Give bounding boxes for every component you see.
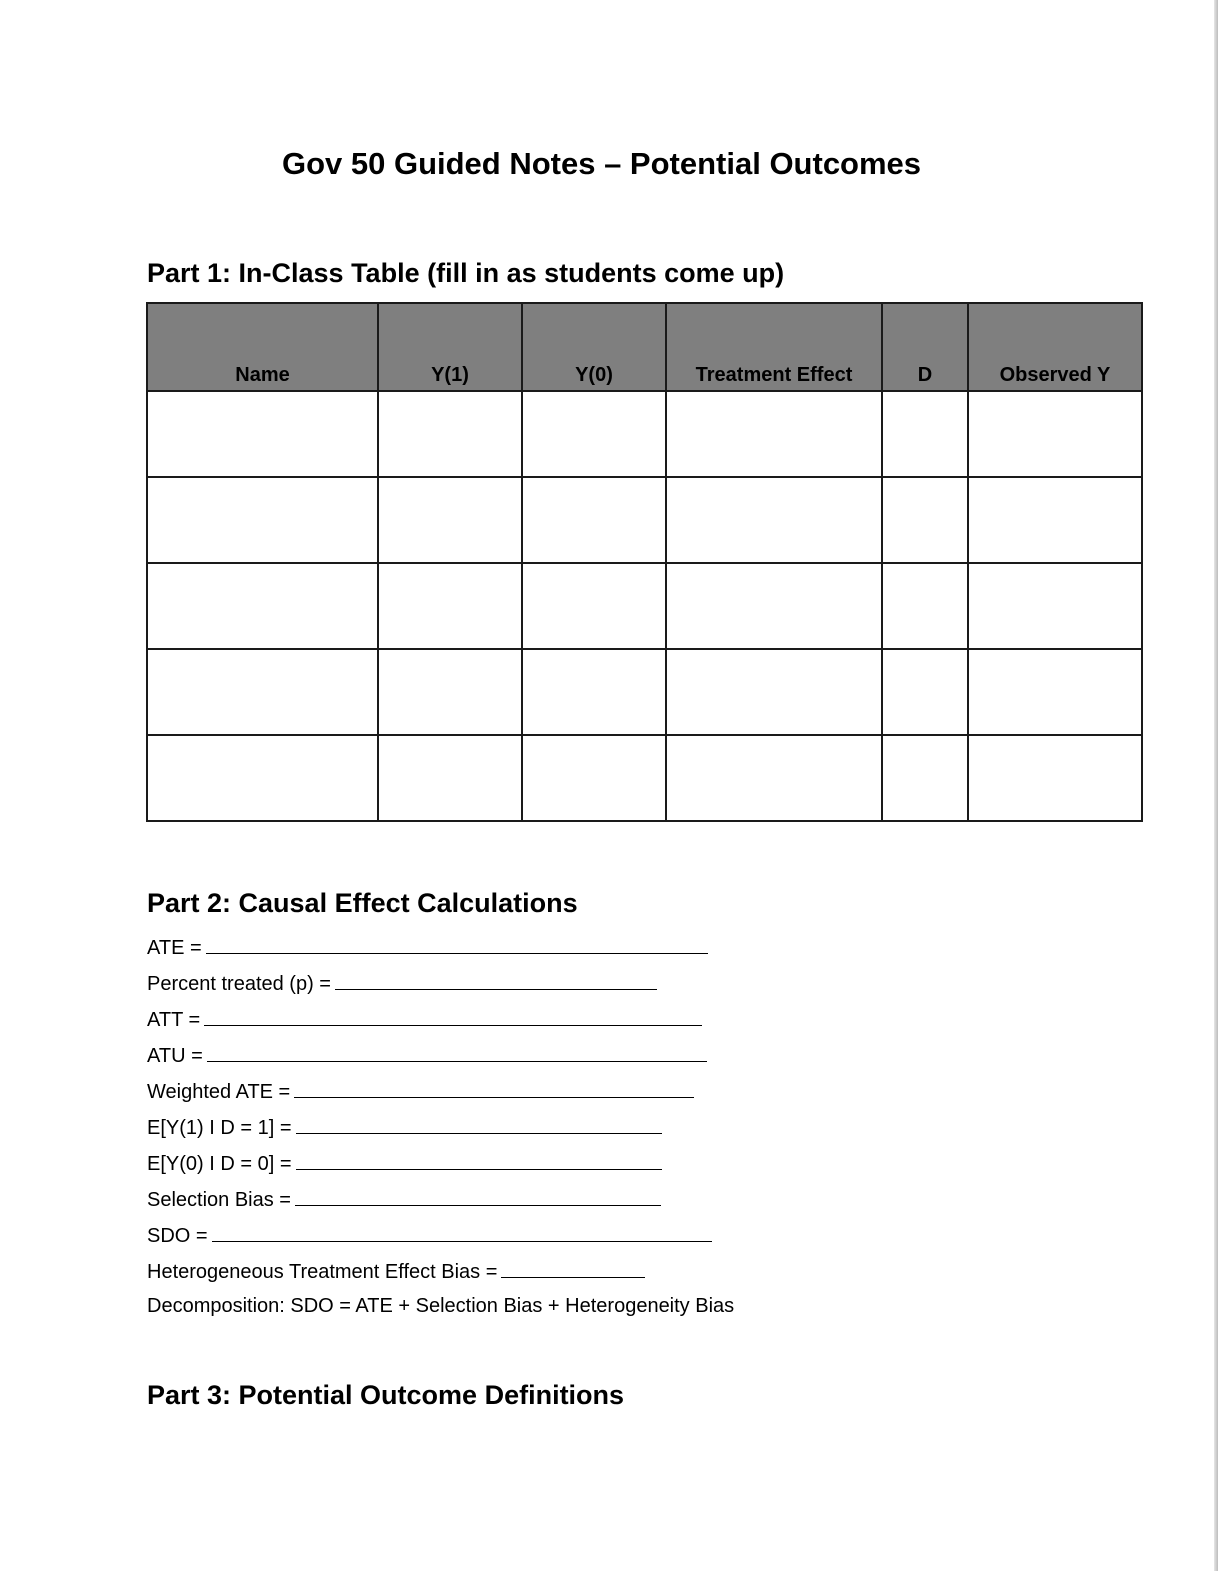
column-header-y1: Y(1) [378, 303, 522, 391]
answer-blank[interactable] [296, 1113, 662, 1134]
table-cell-treatment-effect[interactable] [666, 649, 882, 735]
table-cell-y0[interactable] [522, 649, 666, 735]
table-cell-observed-y[interactable] [968, 563, 1142, 649]
calc-line-att [147, 1005, 734, 1041]
decomposition-line: Decomposition: SDO = ATE + Selection Bias + Heterogeneity Bias [147, 1295, 735, 1317]
part2-heading: Part 2: Causal Effect Calculations [147, 888, 578, 918]
calc-line-ey1-given-d1 [147, 1113, 734, 1149]
column-header-name: Name [147, 303, 378, 391]
calc-label: ATT = [147, 1009, 201, 1031]
table-cell-d[interactable] [882, 563, 968, 649]
page-edge-shadow [1214, 0, 1218, 1571]
table-row [147, 735, 1142, 821]
table-cell-name[interactable] [147, 391, 378, 477]
table-cell-d[interactable] [882, 649, 968, 735]
column-header-treatment-effect: Treatment Effect [666, 303, 882, 391]
table-cell-treatment-effect[interactable] [666, 735, 882, 821]
table-cell-treatment-effect[interactable] [666, 563, 882, 649]
table-row [147, 391, 1142, 477]
table-cell-observed-y[interactable] [968, 477, 1142, 563]
answer-blank[interactable] [207, 1041, 707, 1062]
calc-label: E[Y(1) I D = 1] = [147, 1117, 292, 1139]
part3-heading: Part 3: Potential Outcome Definitions [147, 1380, 625, 1410]
table-row [147, 563, 1142, 649]
calc-line-percent-treated [147, 969, 734, 1005]
calc-label: ATE = [147, 937, 202, 959]
table-cell-y1[interactable] [378, 477, 522, 563]
calc-label: ATU = [147, 1045, 203, 1067]
answer-blank[interactable] [335, 969, 657, 990]
calc-line-ate [147, 933, 734, 969]
table-cell-observed-y[interactable] [968, 735, 1142, 821]
calc-label: Heterogeneous Treatment Effect Bias = [147, 1261, 498, 1283]
table-cell-d[interactable] [882, 477, 968, 563]
answer-blank[interactable] [296, 1149, 662, 1170]
table-cell-y0[interactable] [522, 563, 666, 649]
answer-blank[interactable] [206, 933, 708, 954]
calculation-lines [147, 933, 734, 1329]
table-cell-y1[interactable] [378, 735, 522, 821]
answer-blank[interactable] [501, 1257, 645, 1278]
calc-line-sdo [147, 1221, 734, 1257]
table-body [147, 391, 1142, 821]
table-cell-name[interactable] [147, 649, 378, 735]
table-cell-y0[interactable] [522, 477, 666, 563]
answer-blank[interactable] [294, 1077, 694, 1098]
answer-blank[interactable] [212, 1221, 712, 1242]
table-cell-y1[interactable] [378, 563, 522, 649]
table-cell-treatment-effect[interactable] [666, 391, 882, 477]
calc-line-atu [147, 1041, 734, 1077]
table-cell-observed-y[interactable] [968, 391, 1142, 477]
table-cell-d[interactable] [882, 391, 968, 477]
calc-label: SDO = [147, 1225, 208, 1247]
table-row [147, 649, 1142, 735]
table-cell-y0[interactable] [522, 735, 666, 821]
calc-line-selection-bias [147, 1185, 734, 1221]
table-cell-d[interactable] [882, 735, 968, 821]
table-row [147, 477, 1142, 563]
table-cell-observed-y[interactable] [968, 649, 1142, 735]
table-cell-name[interactable] [147, 735, 378, 821]
table-header-row [147, 303, 1142, 391]
answer-blank[interactable] [295, 1185, 661, 1206]
table-cell-y0[interactable] [522, 391, 666, 477]
calc-line-weighted-ate [147, 1077, 734, 1113]
calc-line-hte-bias [147, 1257, 734, 1293]
calc-line-ey0-given-d0 [147, 1149, 734, 1185]
part1-heading: Part 1: In-Class Table (fill in as students come up) [147, 258, 785, 288]
table-cell-y1[interactable] [378, 649, 522, 735]
column-header-y0: Y(0) [522, 303, 666, 391]
calc-label: Percent treated (p) = [147, 973, 331, 995]
calc-label: E[Y(0) I D = 0] = [147, 1153, 292, 1175]
calc-label: Weighted ATE = [147, 1081, 291, 1103]
table-cell-name[interactable] [147, 477, 378, 563]
column-header-d: D [882, 303, 968, 391]
answer-blank[interactable] [204, 1005, 702, 1026]
in-class-table [146, 302, 1143, 822]
table-cell-name[interactable] [147, 563, 378, 649]
document-title: Gov 50 Guided Notes – Potential Outcomes [281, 146, 922, 181]
table-cell-y1[interactable] [378, 391, 522, 477]
table-cell-treatment-effect[interactable] [666, 477, 882, 563]
calc-label: Selection Bias = [147, 1189, 291, 1211]
column-header-observed-y: Observed Y [968, 303, 1142, 391]
